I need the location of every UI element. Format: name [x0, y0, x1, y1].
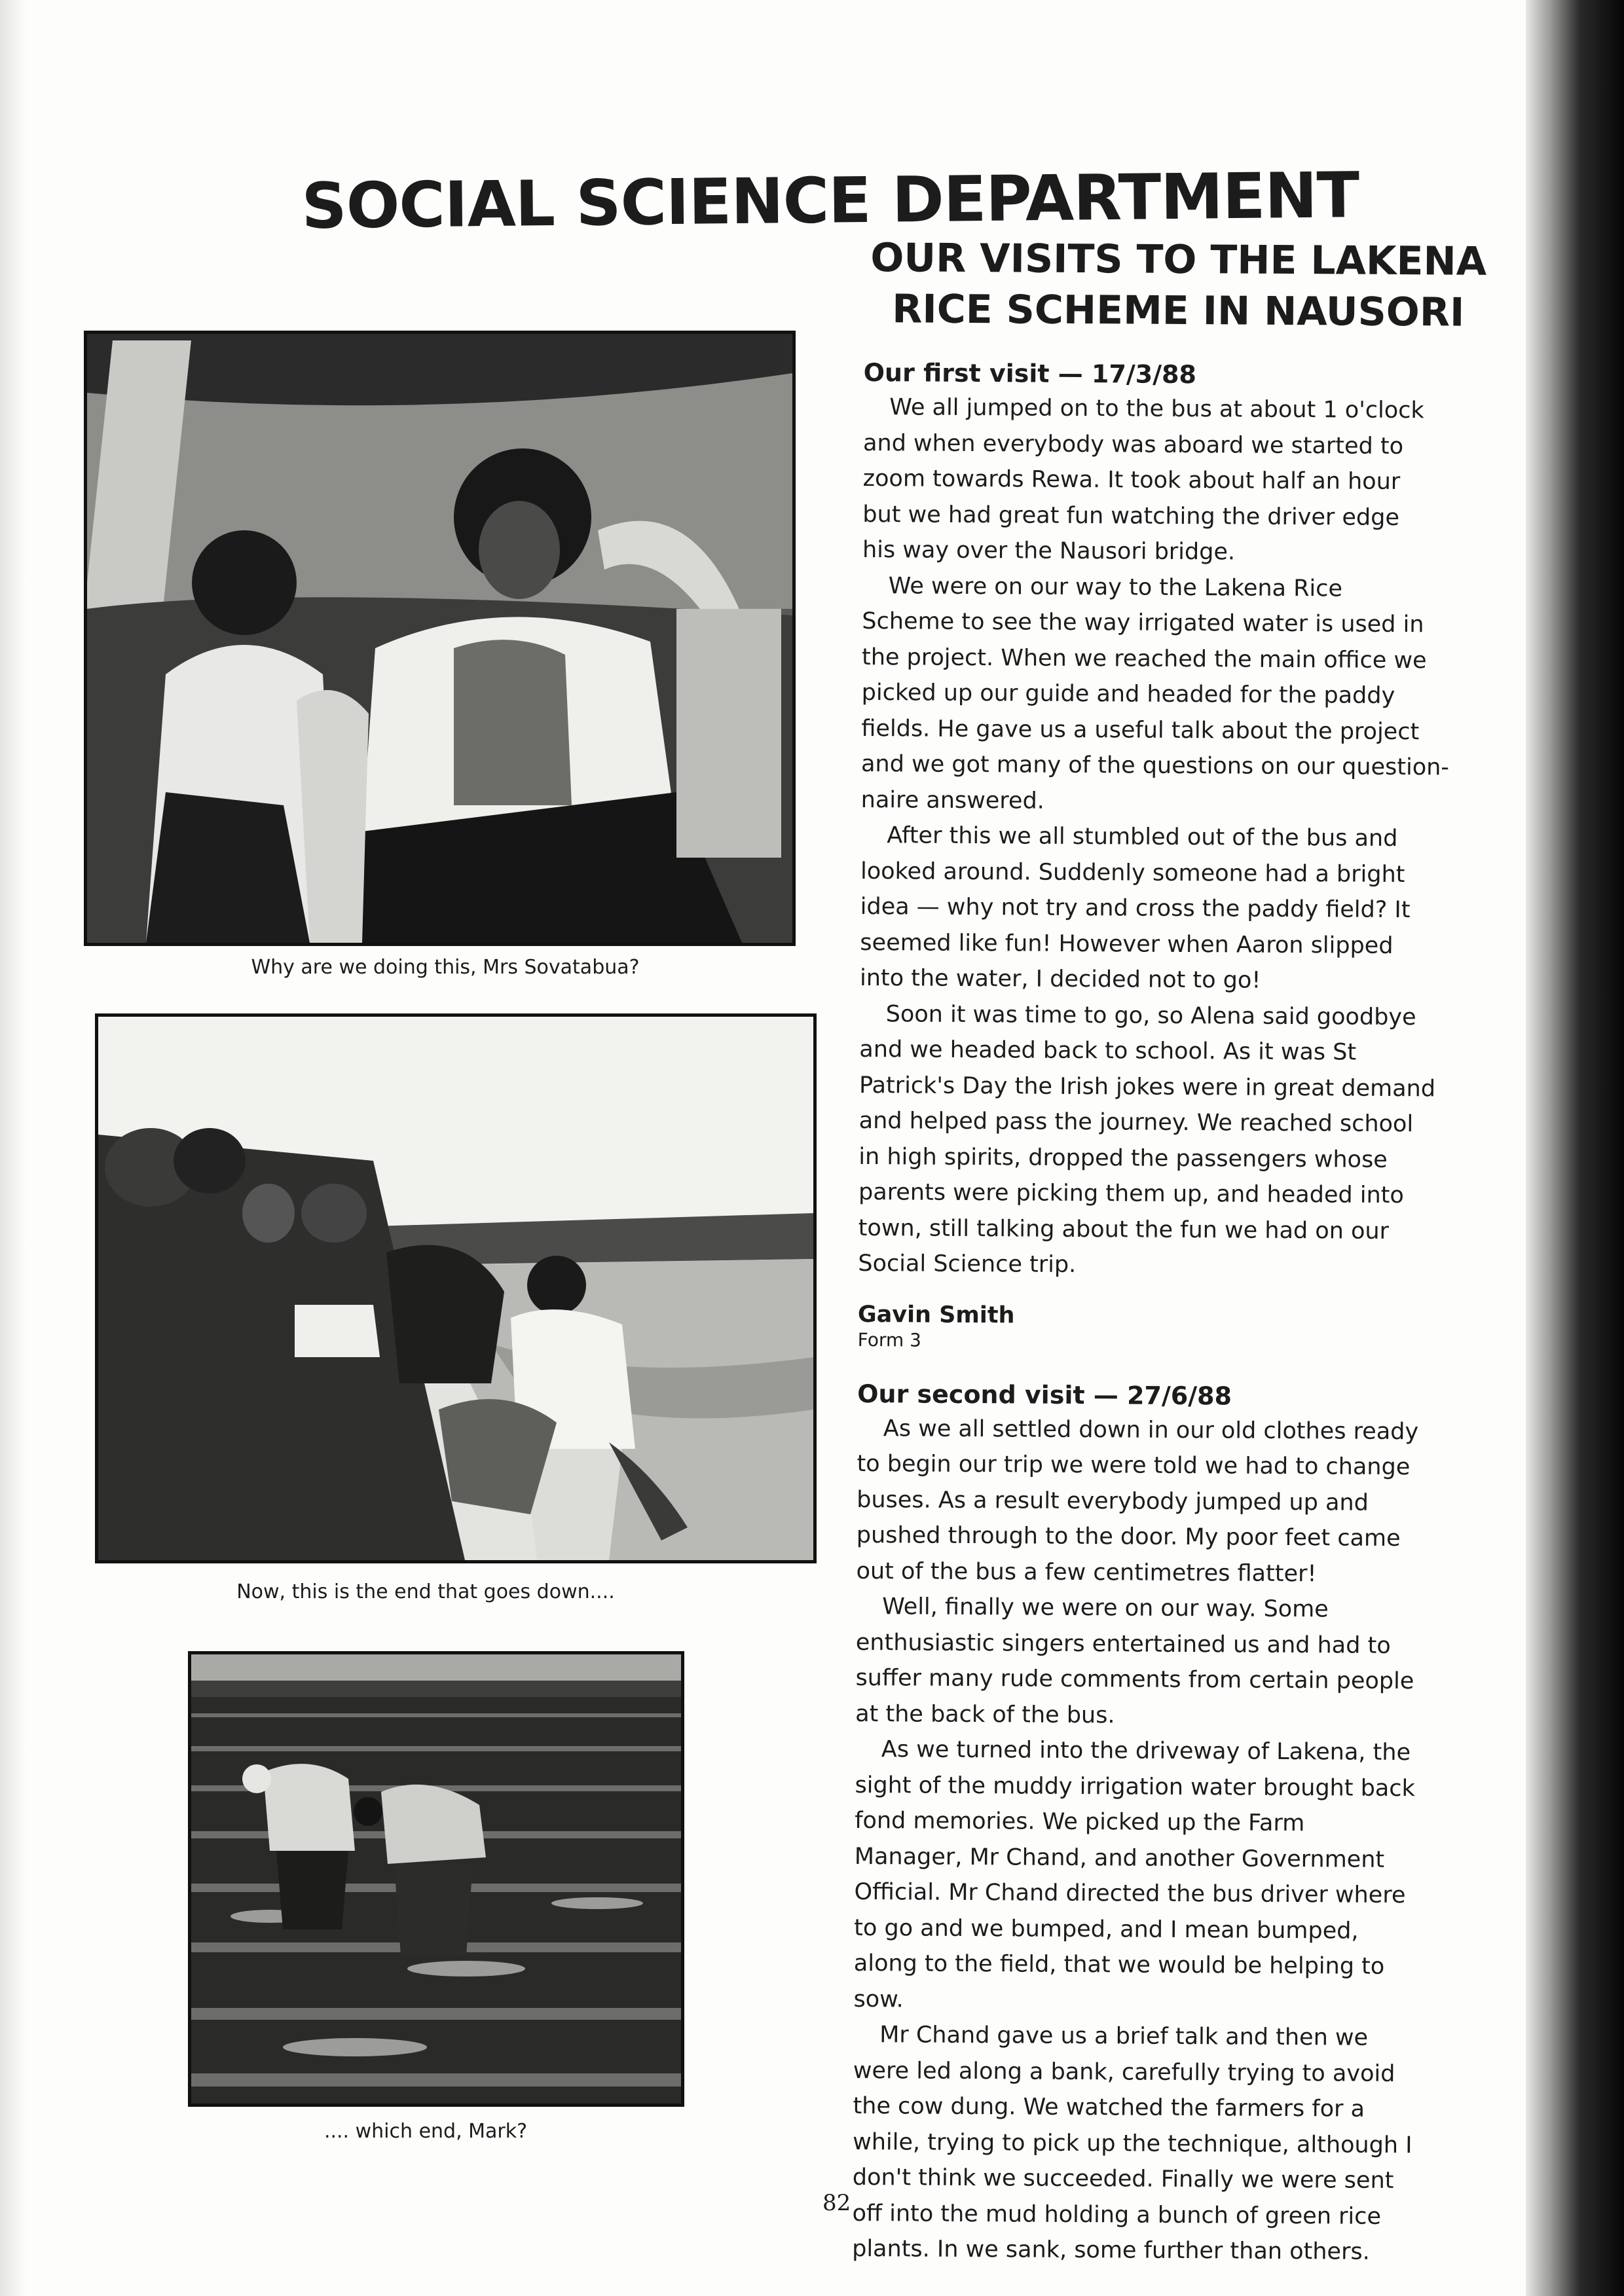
article-line: Official. Mr Chand directed the bus driver where [854, 1878, 1406, 1909]
article-line: town, still talking about the fun we had on our [858, 1214, 1390, 1245]
article-line: fields. He gave us a useful talk about the project [861, 715, 1420, 745]
article-line: Manager, Mr Chand, and another Government [854, 1843, 1385, 1873]
article-line: the project. When we reached the main office we [861, 644, 1427, 674]
author-name: Gavin Smith [857, 1301, 1015, 1328]
article-line: buses. As a result everybody jumped up and [857, 1486, 1369, 1516]
article-title [864, 232, 1493, 338]
article-line: Scheme to see the way irrigated water is used in [862, 608, 1424, 638]
article-line: Social Science trip. [858, 1250, 1077, 1279]
article-line: suffer many rude comments from certain people [855, 1664, 1414, 1695]
photo-paddy-bank [95, 1013, 817, 1563]
article-line: Patrick's Day the Irish jokes were in great demand [858, 1072, 1436, 1102]
article-line: in high spirits, dropped the passengers whose [858, 1143, 1388, 1173]
article-lakena-rice-scheme [852, 232, 1493, 2270]
article-line: Mr Chand gave us a brief talk and then we [879, 2022, 1369, 2051]
article-line: As we turned into the driveway of Lakena, the [881, 1736, 1411, 1766]
article-line: Soon it was time to go, so Alena said goodbye [885, 1000, 1416, 1030]
article-line: into the water, I decided not to go! [859, 964, 1261, 994]
article-line: out of the bus a few centimetres flatter! [856, 1558, 1317, 1587]
first-visit-body [858, 390, 1492, 1285]
article-line: We all jumped on to the bus at about 1 o'clock [889, 394, 1424, 424]
photo-paddy-bank-image [98, 1017, 813, 1560]
article-line: enthusiastic singers entertained us and had to [855, 1629, 1391, 1659]
article-line: pushed through to the door. My poor feet came [856, 1522, 1401, 1552]
article-line: zoom towards Rewa. It took about half an hour [862, 465, 1401, 496]
article-line: idea — why not try and cross the paddy field? It [860, 893, 1411, 924]
first-visit-heading: Our first visit — 17/3/88 [863, 357, 1197, 390]
article-line: and helped pass the journey. We reached school [858, 1107, 1414, 1138]
article-line: to go and we bumped, and I mean bumped, [854, 1914, 1359, 1944]
article-line: at the back of the bus. [855, 1700, 1115, 1728]
article-line: and we headed back to school. As it was St [859, 1036, 1357, 1066]
article-line: the cow dung. We watched the farmers for a [853, 2092, 1365, 2123]
article-line: parents were picking them up, and headed into [858, 1178, 1404, 1209]
photo-paddy-field-caption: .... which end, Mark? [323, 2120, 528, 2143]
page-number: 82 [822, 2190, 851, 2216]
photo-boat [84, 331, 796, 946]
photo-paddy-field-image [191, 1654, 681, 2104]
article-line: and we got many of the questions on our question- [860, 750, 1450, 781]
book-spine-shadow [1526, 0, 1624, 2296]
article-line: his way over the Nausori bridge. [862, 536, 1236, 566]
article-line: to begin our trip we were told we had to change [857, 1450, 1411, 1481]
article-line: while, trying to pick up the technique, although I [853, 2128, 1412, 2159]
article-line: don't think we succeeded. Finally we were sent [852, 2164, 1394, 2194]
article-line: seemed like fun! However when Aaron slipped [860, 929, 1393, 959]
page-title: SOCIAL SCIENCE DEPARTMENT [301, 158, 1359, 244]
article-line: After this we all stumbled out of the bus and [887, 822, 1398, 852]
article-line: As we all settled down in our old clothes ready [883, 1415, 1419, 1445]
second-visit-heading: Our second visit — 27/6/88 [857, 1379, 1232, 1410]
photo-paddy-bank-caption: Now, this is the end that goes down.... [236, 1580, 615, 1603]
article-line: and when everybody was aboard we started to [862, 429, 1404, 460]
second-visit-body [852, 1410, 1486, 2270]
article-line: sow. [853, 1986, 904, 2013]
author-form: Form 3 [857, 1328, 922, 1351]
article-title-line: OUR VISITS TO THE LAKENA [870, 235, 1487, 285]
photo-paddy-field [188, 1651, 684, 2107]
photo-boat-caption: Why are we doing this, Mrs Sovatabua? [251, 956, 640, 979]
page-left-edge [0, 0, 26, 2296]
article-line: were led along a bank, carefully trying to avoid [853, 2057, 1395, 2087]
article-line: naire answered. [860, 786, 1044, 814]
article-line: off into the mud holding a bunch of green rice [852, 2200, 1382, 2230]
article-line: looked around. Suddenly someone had a bright [860, 858, 1405, 888]
article-line: plants. In we sank, some further than others. [852, 2235, 1370, 2265]
article-line: We were on our way to the Lakena Rice [888, 572, 1343, 602]
article-title-line: RICE SCHEME IN NAUSORI [891, 286, 1465, 336]
article-line: picked up our guide and headed for the paddy [861, 679, 1395, 709]
article-line: sight of the muddy irrigation water brought back [855, 1772, 1415, 1802]
photo-boat-image [87, 334, 792, 943]
article-line: but we had great fun watching the driver edge [862, 501, 1400, 531]
article-line: Well, finally we were on our way. Some [882, 1594, 1329, 1623]
article-line: fond memories. We picked up the Farm [855, 1807, 1305, 1837]
article-line: along to the field, that we would be helping to [853, 1950, 1385, 1980]
